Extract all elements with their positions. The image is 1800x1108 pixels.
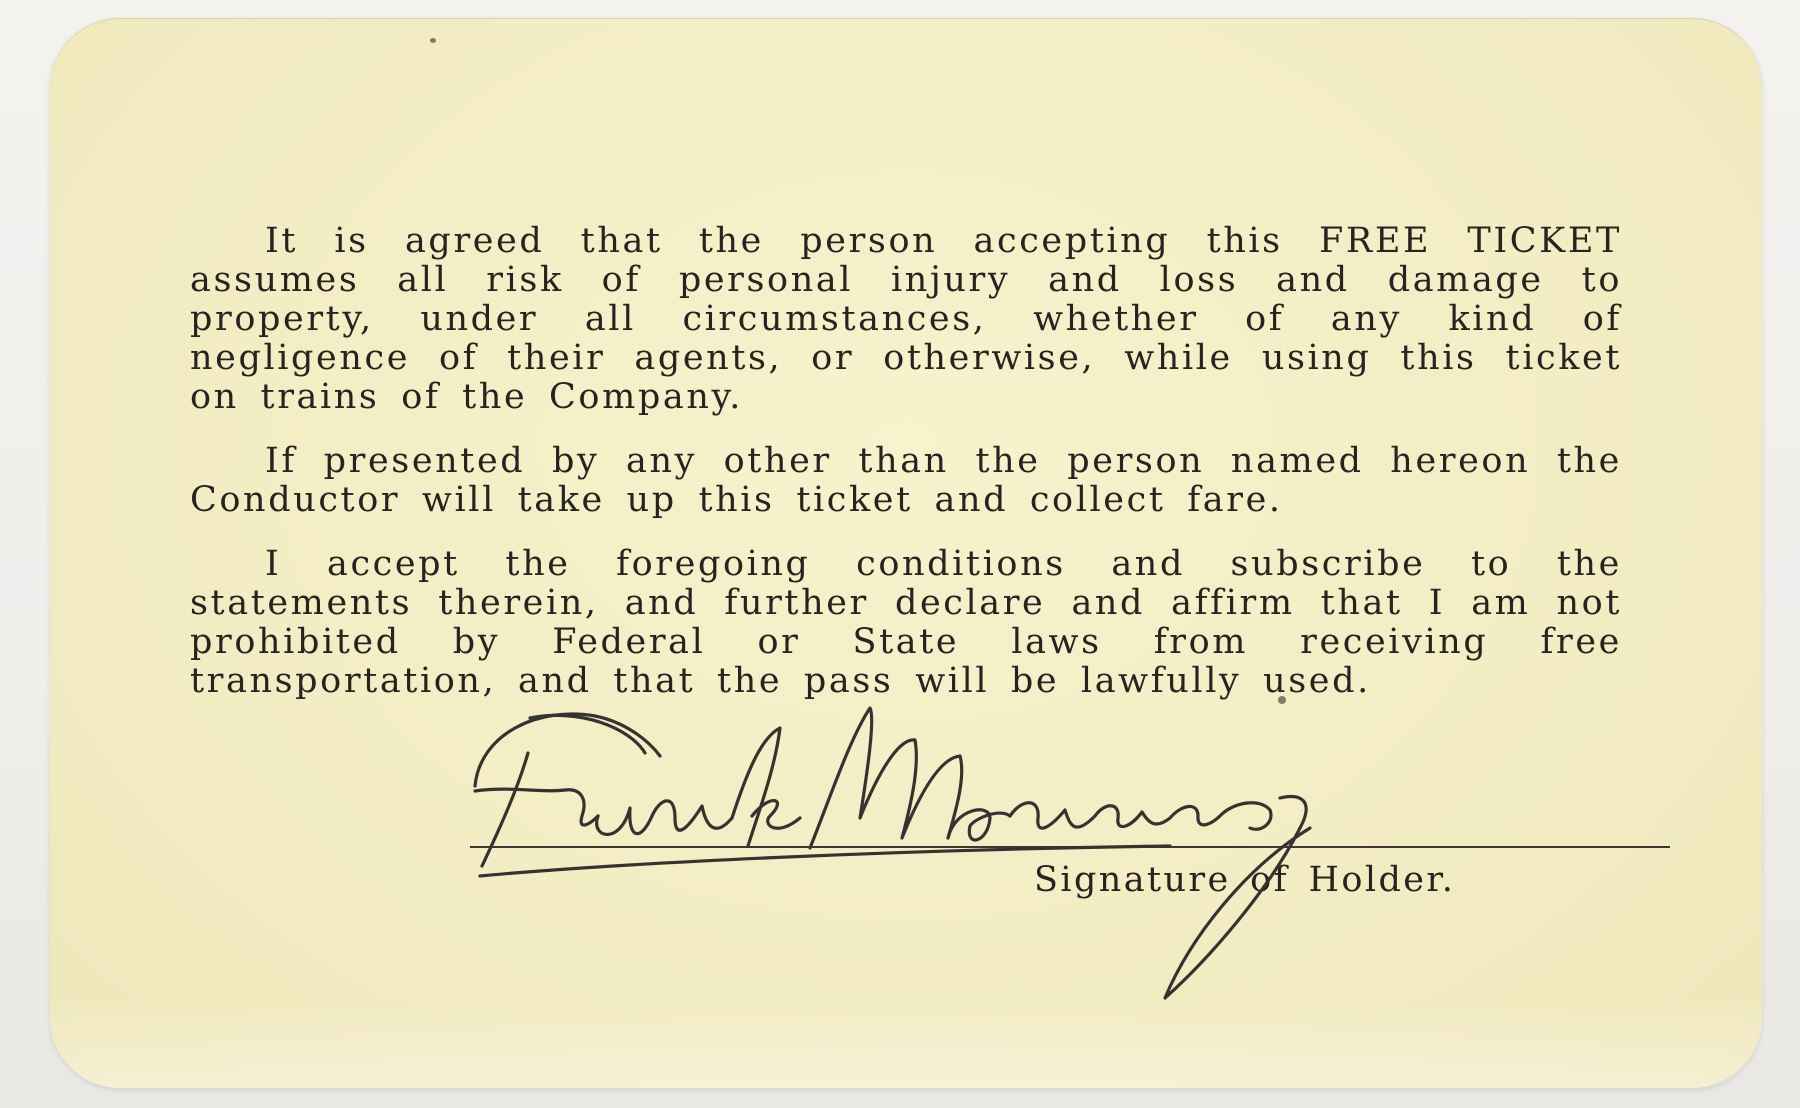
handwritten-signature [470, 698, 1690, 1058]
conductor-notice-paragraph: If presented by any other than the person named hereon the Conductor will take up this ticket and collect fare. [190, 441, 1622, 520]
terms-text [190, 222, 1622, 726]
signature-area [470, 698, 1690, 1058]
signature-label: Signature of Holder. [1034, 860, 1456, 900]
holder-declaration-paragraph: I accept the foregoing conditions and subscribe to the statements therein, and further declare and affirm that I am not prohibited by Federal or State laws from receiving free transportation, and that the pass will be lawfully used. [190, 544, 1622, 701]
paper-speck [430, 38, 436, 43]
liability-waiver-paragraph: It is agreed that the person accepting this FREE TICKET assumes all risk of personal injury and loss and damage to property, under all circumstances, whether of any kind of negligence of their agents, or otherwise, while using this ticket on trains of the Company. [190, 221, 1622, 417]
free-ticket-pass-card-back [50, 18, 1762, 1088]
